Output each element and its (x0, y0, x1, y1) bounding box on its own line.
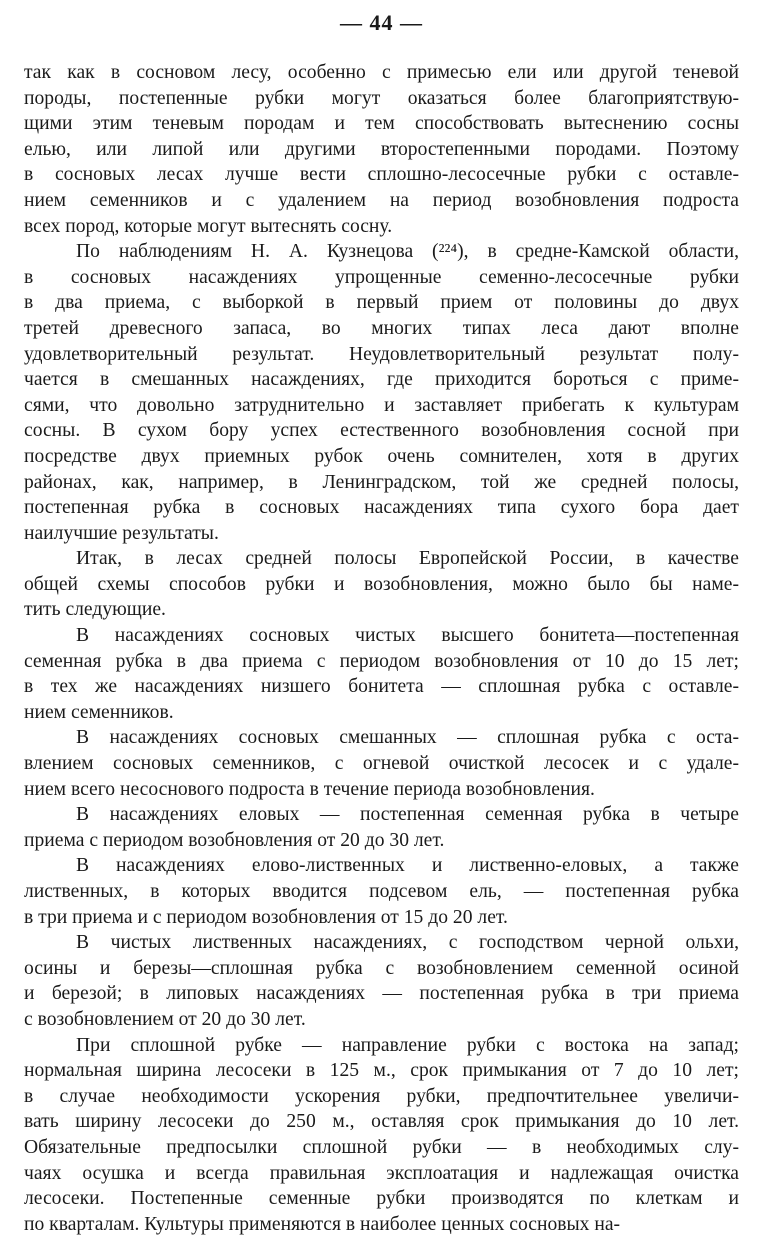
text-line: в тех же насаждениях низшего бонитета — сплошная рубка с оставле- (24, 676, 739, 698)
text-line: удовлетворительный результат. Неудовлетворительный результат полу- (24, 343, 739, 365)
paragraph (24, 1033, 739, 1238)
text-line: в два приема, с выборкой в первый прием от половины до двух (24, 292, 739, 314)
text-line: семенная рубка в два приема с периодом возобновления от 10 до 15 лет; (24, 650, 739, 672)
text-line: в сосновых лесах лучше вести сплошно-лесосечные рубки с оставле- (24, 164, 739, 186)
text-line: сями, что довольно затруднительно и заставляет прибегать к культурам (24, 394, 739, 416)
text-line: По наблюдениям Н. А. Кузнецова (²²⁴), в средне-Камской области, (76, 241, 739, 263)
text-body (24, 60, 739, 1237)
text-line: В насаждениях еловых — постепенная семенная рубка в четыре (76, 804, 739, 826)
text-line: В чистых лиственных насаждениях, с господством черной ольхи, (76, 932, 739, 954)
text-line: посредстве двух приемных рубок очень сомнителен, хотя в других (24, 445, 739, 467)
text-line: третей древесного запаса, во многих типах леса дают вполне (24, 317, 739, 339)
text-line: по кварталам. Культуры применяются в наиболее ценных сосновых на- (24, 1213, 621, 1235)
text-line: с возобновлением от 20 до 30 лет. (24, 1008, 306, 1030)
text-line: так как в сосновом лесу, особенно с примесью ели или другой теневой (24, 62, 739, 83)
text-line: в случае необходимости ускорения рубки, предпочтительнее увеличи- (24, 1085, 739, 1107)
text-line: наилучшие результаты. (24, 522, 219, 544)
text-line: елью, или липой или другими второстепенными породами. Поэтому (24, 138, 739, 160)
text-line: лиственных, в которых вводится подсевом ель, — постепенная рубка (24, 881, 739, 902)
text-line: нормальная ширина лесосеки в 125 м., срок примыкания от 7 до 10 лет; (24, 1060, 739, 1082)
text-line: чается в смешанных насаждениях, где приходится бороться с приме- (24, 369, 739, 391)
text-line: чаях осушка и всегда правильная эксплоатация и надлежащая очистка (24, 1162, 739, 1184)
text-line: районах, как, например, в Ленинградском, той же средней полосы, (24, 471, 739, 493)
text-line: нием всего несоснового подроста в течение периода возобновления. (24, 778, 595, 800)
text-line: всех пород, которые могут вытеснять сосну. (24, 215, 393, 237)
text-line: осины и березы—сплошная рубка с возобновлением семенной осиной (24, 957, 739, 979)
text-line: постепенная рубка в сосновых насаждениях типа сухого бора дает (24, 497, 739, 519)
text-line: породы, постепенные рубки могут оказаться более благоприятствую- (24, 87, 739, 109)
text-line: нием семенников. (24, 701, 174, 723)
paragraph (24, 802, 739, 853)
text-line: влением сосновых семенников, с огневой очисткой лесосек и с удале- (24, 753, 739, 775)
paragraph (24, 60, 739, 239)
page-number: — 44 — (340, 10, 423, 35)
text-line: лесосеки. Постепенные семенные рубки производятся по клеткам и (24, 1188, 739, 1210)
text-line: В насаждениях елово-лиственных и лиственно-еловых, а также (76, 855, 739, 877)
text-line: При сплошной рубке — направление рубки с востока на запад; (76, 1034, 739, 1056)
paragraph (24, 930, 739, 1032)
text-line: сосны. В сухом бору успех естественного возобновления сосной при (24, 420, 739, 442)
text-line: В насаждениях сосновых чистых высшего бонитета—постепенная (76, 625, 739, 647)
text-line: и березой; в липовых насаждениях — постепенная рубка в три приема (24, 983, 739, 1005)
text-line: в сосновых насаждениях упрощенные семенно-лесосечные рубки (24, 266, 739, 288)
paragraph (24, 623, 739, 725)
text-line: приема с периодом возобновления от 20 до 30 лет. (24, 829, 445, 851)
paragraph (24, 546, 739, 623)
text-line: щими этим теневым породам и тем способствовать вытеснению сосны (24, 113, 739, 135)
text-line: в три приема и с периодом возобновления от 15 до 20 лет. (24, 906, 508, 928)
text-line: тить следующие. (24, 599, 166, 621)
text-line: вать ширину лесосеки до 250 м., оставляя срок примыкания до 10 лет. (24, 1111, 739, 1133)
text-line: нием семенников и с удалением на период возобновления подроста (24, 189, 739, 211)
paragraph (24, 725, 739, 802)
text-line: В насаждениях сосновых смешанных — сплошная рубка с оста- (76, 727, 739, 749)
paragraph (24, 239, 739, 546)
text-line: общей схемы способов рубки и возобновления, можно было бы наме- (24, 573, 739, 595)
paragraph (24, 853, 739, 930)
text-line: Итак, в лесах средней полосы Европейской России, в качестве (76, 548, 739, 570)
text-line: Обязательные предпосылки сплошной рубки — в необходимых слу- (24, 1136, 739, 1158)
